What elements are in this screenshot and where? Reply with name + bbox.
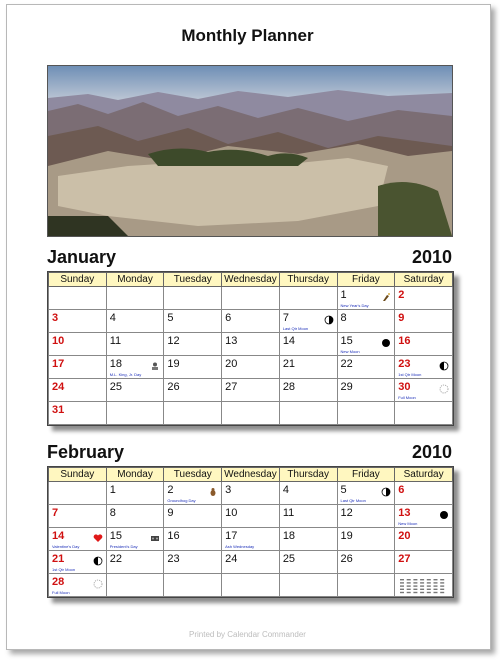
day-number: 13 xyxy=(225,335,238,347)
day-cell[interactable] xyxy=(164,574,222,597)
day-cell[interactable] xyxy=(164,505,222,528)
day-cell[interactable] xyxy=(279,505,337,528)
day-cell[interactable] xyxy=(337,310,395,333)
groundhog-icon xyxy=(208,484,218,494)
day-cell[interactable] xyxy=(279,287,337,310)
day-number: 26 xyxy=(167,381,180,393)
day-cell[interactable] xyxy=(164,287,222,310)
day-cell[interactable] xyxy=(222,574,280,597)
day-cell[interactable] xyxy=(279,379,337,402)
day-cell[interactable] xyxy=(222,505,280,528)
day-cell[interactable] xyxy=(222,402,280,425)
weekday-header: Thursday xyxy=(279,468,337,482)
event-label: Ash Wednesday xyxy=(225,544,255,549)
event-label: New Moon xyxy=(398,521,418,526)
moon-full-icon xyxy=(439,381,449,391)
day-cell[interactable] xyxy=(395,379,453,402)
day-number: 19 xyxy=(340,530,353,542)
weekday-header-row xyxy=(49,273,453,287)
day-cell[interactable] xyxy=(279,482,337,505)
day-number: 14 xyxy=(52,530,65,542)
day-number: 28 xyxy=(52,576,65,588)
day-number: 1 xyxy=(109,484,116,496)
day-number: 20 xyxy=(398,530,411,542)
day-number: 16 xyxy=(167,530,180,542)
day-number: 3 xyxy=(225,484,232,496)
day-number: 19 xyxy=(167,358,180,370)
footer-credit: Printed by Calendar Commander xyxy=(189,630,306,639)
weekday-header: Saturday xyxy=(395,468,453,482)
day-cell[interactable] xyxy=(164,528,222,551)
day-cell[interactable] xyxy=(222,379,280,402)
day-number: 1 xyxy=(340,289,347,301)
day-number: 7 xyxy=(282,312,289,324)
day-cell[interactable] xyxy=(279,551,337,574)
day-cell[interactable] xyxy=(164,402,222,425)
day-cell[interactable] xyxy=(106,482,164,505)
weekday-header: Tuesday xyxy=(164,468,222,482)
day-cell[interactable] xyxy=(49,402,107,425)
mini-calendar-icon xyxy=(399,577,447,595)
weekday-header: Sunday xyxy=(49,468,107,482)
month-name: January xyxy=(47,247,117,267)
day-number: 2 xyxy=(167,484,174,496)
day-number: 30 xyxy=(398,381,411,393)
day-number: 11 xyxy=(282,507,295,519)
moon-first-quarter-icon xyxy=(439,358,449,368)
day-number: 27 xyxy=(398,553,411,565)
day-cell[interactable] xyxy=(164,551,222,574)
day-cell[interactable] xyxy=(395,333,453,356)
day-cell[interactable] xyxy=(164,310,222,333)
moon-last-quarter-icon xyxy=(381,484,391,494)
day-cell[interactable] xyxy=(49,310,107,333)
february-calendar xyxy=(47,466,454,598)
day-cell[interactable] xyxy=(279,333,337,356)
day-cell[interactable] xyxy=(49,356,107,379)
day-cell[interactable] xyxy=(222,287,280,310)
day-cell[interactable] xyxy=(106,356,164,379)
day-cell[interactable] xyxy=(337,379,395,402)
weekday-header: Friday xyxy=(337,273,395,287)
weekday-header: Sunday xyxy=(49,273,107,287)
landscape-photo xyxy=(47,65,453,237)
day-number: 4 xyxy=(109,312,116,324)
day-number: 25 xyxy=(109,381,122,393)
day-cell[interactable] xyxy=(337,482,395,505)
day-cell[interactable] xyxy=(106,402,164,425)
day-number: 15 xyxy=(340,335,353,347)
day-number: 4 xyxy=(282,484,289,496)
day-cell[interactable] xyxy=(49,528,107,551)
day-cell[interactable] xyxy=(106,574,164,597)
day-cell[interactable] xyxy=(395,310,453,333)
event-label: 1st Qtr Moon xyxy=(398,372,422,377)
week-row xyxy=(49,402,453,425)
month-header xyxy=(47,442,452,464)
day-cell[interactable] xyxy=(395,402,453,425)
day-number: 23 xyxy=(167,553,180,565)
moon-first-quarter-icon xyxy=(93,553,103,563)
day-number: 17 xyxy=(52,358,65,370)
weekday-header: Saturday xyxy=(395,273,453,287)
month-year: 2010 xyxy=(411,442,452,462)
day-cell[interactable] xyxy=(337,574,395,597)
moon-last-quarter-icon xyxy=(324,312,334,322)
week-row xyxy=(49,333,453,356)
heart-icon xyxy=(93,530,103,540)
day-number: 10 xyxy=(52,335,65,347)
day-number: 18 xyxy=(109,358,122,370)
day-cell[interactable] xyxy=(49,333,107,356)
day-cell[interactable] xyxy=(337,505,395,528)
day-cell[interactable] xyxy=(164,482,222,505)
week-row xyxy=(49,356,453,379)
day-cell[interactable] xyxy=(164,356,222,379)
day-cell[interactable] xyxy=(106,505,164,528)
day-cell[interactable] xyxy=(49,287,107,310)
month-year: 2010 xyxy=(411,247,452,267)
day-cell[interactable] xyxy=(279,528,337,551)
day-number: 5 xyxy=(340,484,347,496)
week-row xyxy=(49,482,453,505)
day-number: 12 xyxy=(167,335,180,347)
event-label: Groundhog Day xyxy=(167,498,196,503)
weekday-header: Monday xyxy=(106,273,164,287)
day-cell[interactable] xyxy=(106,551,164,574)
day-number: 10 xyxy=(225,507,238,519)
day-number: 18 xyxy=(282,530,296,542)
day-number: 6 xyxy=(398,484,405,496)
day-cell[interactable] xyxy=(395,287,453,310)
page-title: Monthly Planner xyxy=(181,26,314,45)
day-cell[interactable] xyxy=(337,528,395,551)
day-cell[interactable] xyxy=(337,402,395,425)
day-cell[interactable] xyxy=(222,482,280,505)
presidents-icon xyxy=(150,530,160,540)
day-cell[interactable] xyxy=(395,551,453,574)
day-cell[interactable] xyxy=(106,333,164,356)
weekday-header: Wednesday xyxy=(222,468,280,482)
day-number: 27 xyxy=(225,381,238,393)
event-label: President's Day xyxy=(109,544,138,549)
week-row xyxy=(49,287,453,310)
day-cell[interactable] xyxy=(49,505,107,528)
week-row xyxy=(49,505,453,528)
day-cell[interactable] xyxy=(222,356,280,379)
day-cell[interactable] xyxy=(279,574,337,597)
weekday-header: Monday xyxy=(106,468,164,482)
weekday-header-row xyxy=(49,468,453,482)
day-cell[interactable] xyxy=(337,356,395,379)
day-cell[interactable] xyxy=(279,402,337,425)
weekday-header: Thursday xyxy=(279,273,337,287)
day-number: 21 xyxy=(52,553,65,565)
day-cell[interactable] xyxy=(395,505,453,528)
week-row xyxy=(49,574,453,597)
day-number: 5 xyxy=(167,312,174,324)
event-label: M.L. King, Jr. Day xyxy=(109,372,142,377)
day-number: 2 xyxy=(398,289,405,301)
day-cell[interactable] xyxy=(106,379,164,402)
day-number: 16 xyxy=(398,335,411,347)
day-cell[interactable] xyxy=(279,310,337,333)
day-cell[interactable] xyxy=(164,333,222,356)
day-cell[interactable] xyxy=(395,356,453,379)
day-cell[interactable] xyxy=(222,528,280,551)
day-number: 7 xyxy=(52,507,59,519)
day-number: 28 xyxy=(282,381,296,393)
day-cell[interactable] xyxy=(222,333,280,356)
day-cell[interactable] xyxy=(395,482,453,505)
month-name: February xyxy=(47,442,125,462)
moon-new-icon xyxy=(381,335,391,345)
week-row xyxy=(49,528,453,551)
day-number: 24 xyxy=(52,381,65,393)
day-cell[interactable] xyxy=(49,574,107,597)
event-label: 1st Qtr Moon xyxy=(52,567,76,572)
january-calendar xyxy=(47,271,454,426)
day-number: 3 xyxy=(52,312,59,324)
day-cell[interactable] xyxy=(337,551,395,574)
day-number: 8 xyxy=(109,507,116,519)
day-number: 31 xyxy=(52,404,65,416)
day-number: 11 xyxy=(109,335,122,347)
week-row xyxy=(49,379,453,402)
event-label: Last Qtr Moon xyxy=(340,498,366,503)
bust-icon xyxy=(150,358,160,368)
day-number: 9 xyxy=(398,312,405,324)
day-number: 22 xyxy=(109,553,122,565)
day-number: 25 xyxy=(282,553,296,565)
day-cell[interactable] xyxy=(222,551,280,574)
day-number: 23 xyxy=(398,358,411,370)
weekday-header: Friday xyxy=(337,468,395,482)
day-number: 24 xyxy=(225,553,238,565)
champagne-icon xyxy=(381,289,391,299)
weekday-header: Tuesday xyxy=(164,273,222,287)
day-cell[interactable] xyxy=(106,528,164,551)
week-row xyxy=(49,310,453,333)
week-row xyxy=(49,551,453,574)
day-number: 22 xyxy=(340,358,353,370)
month-header xyxy=(47,247,452,269)
day-number: 6 xyxy=(225,312,232,324)
day-cell[interactable] xyxy=(164,379,222,402)
event-label: New Moon xyxy=(340,349,360,354)
day-cell[interactable] xyxy=(49,379,107,402)
day-number: 17 xyxy=(225,530,238,542)
event-label: Full Moon xyxy=(52,590,70,595)
event-label: Last Qtr Moon xyxy=(282,326,309,331)
event-label: Full Moon xyxy=(398,395,416,400)
day-cell[interactable] xyxy=(106,310,164,333)
day-cell[interactable] xyxy=(106,287,164,310)
day-number: 12 xyxy=(340,507,353,519)
day-cell[interactable] xyxy=(395,528,453,551)
weekday-header: Wednesday xyxy=(222,273,280,287)
day-number: 20 xyxy=(225,358,238,370)
day-number: 8 xyxy=(340,312,347,324)
day-cell[interactable] xyxy=(337,287,395,310)
day-number: 13 xyxy=(398,507,411,519)
day-number: 14 xyxy=(282,335,296,347)
day-number: 21 xyxy=(282,358,296,370)
moon-new-icon xyxy=(439,507,449,517)
day-cell[interactable] xyxy=(279,356,337,379)
event-label: Valentine's Day xyxy=(52,544,80,549)
day-cell[interactable] xyxy=(49,482,107,505)
day-number: 9 xyxy=(167,507,174,519)
day-number: 15 xyxy=(109,530,122,542)
moon-full-icon xyxy=(93,576,103,586)
day-cell[interactable] xyxy=(337,333,395,356)
event-label: New Year's Day xyxy=(340,303,369,308)
day-cell[interactable] xyxy=(222,310,280,333)
day-number: 26 xyxy=(340,553,353,565)
day-number: 29 xyxy=(340,381,353,393)
day-cell[interactable] xyxy=(49,551,107,574)
day-cell[interactable] xyxy=(395,574,453,597)
